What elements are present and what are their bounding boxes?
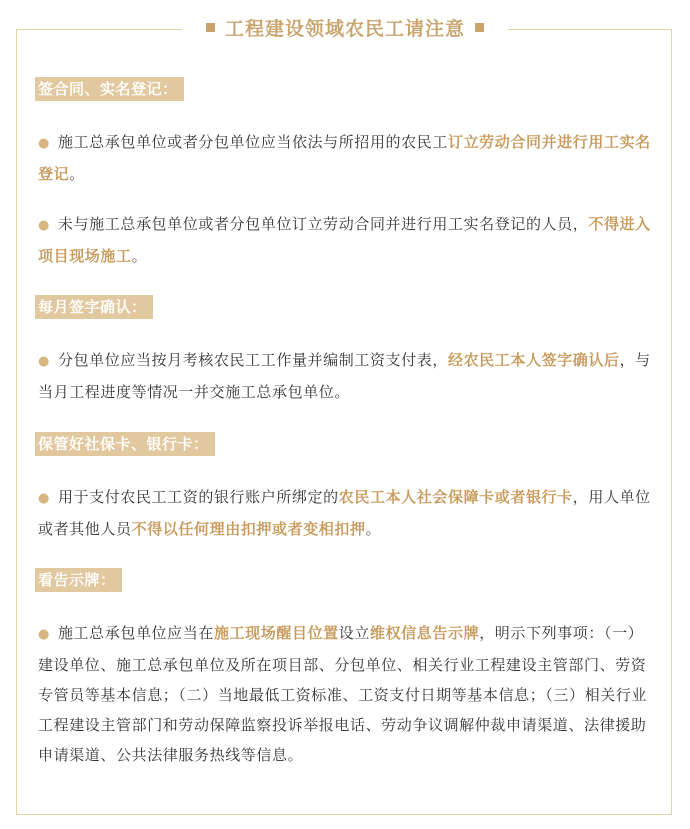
para-text: 。 xyxy=(69,165,85,183)
section-tag-noticeboard: 看告示牌： xyxy=(35,568,122,592)
highlight-text: 订立劳动合同并进行用工实名登记 xyxy=(38,133,651,183)
title-text: 工程建设领域农民工请注意 xyxy=(224,18,465,40)
para-text: 分包单位应当按月考核农民工工作量并编制工资支付表， xyxy=(57,351,448,369)
paragraph xyxy=(38,618,654,770)
highlight-text: 不得进入项目现场施工 xyxy=(38,215,651,265)
para-text: 设立 xyxy=(338,624,370,642)
paragraph xyxy=(38,127,654,189)
bullet-icon: ● xyxy=(38,627,50,642)
para-text: 施工总承包单位应当在 xyxy=(57,624,214,642)
highlight-text: 维权信息告示牌 xyxy=(369,624,480,642)
paragraph xyxy=(38,209,654,271)
square-icon xyxy=(206,23,215,32)
page-title xyxy=(182,14,508,44)
para-text: ，用人单位或者其他人员 xyxy=(38,488,651,538)
highlight-text: 农民工本人社会保障卡或者银行卡 xyxy=(338,488,573,506)
para-text: 施工总承包单位或者分包单位应当依法与所招用的农民工 xyxy=(57,133,448,151)
bullet-icon: ● xyxy=(38,491,50,506)
para-text: 未与施工总承包单位或者分包单位订立劳动合同并进行用工实名登记的人员， xyxy=(57,215,589,233)
bullet-icon: ● xyxy=(38,354,50,369)
section-tag-contract: 签合同、实名登记： xyxy=(35,77,184,101)
paragraph xyxy=(38,482,654,544)
section-tag-signature: 每月签字确认： xyxy=(35,295,153,319)
para-text: 用于支付农民工工资的银行账户所绑定的 xyxy=(57,488,339,506)
bullet-icon: ● xyxy=(38,218,50,233)
highlight-text: 不得以任何理由扣押或者变相扣押 xyxy=(131,520,366,538)
highlight-text: 施工现场醒目位置 xyxy=(213,624,339,642)
title-bar xyxy=(0,14,690,44)
square-icon xyxy=(475,23,484,32)
section-tag-cards: 保管好社保卡、银行卡： xyxy=(35,432,215,456)
para-text: ，明示下列事项：（一）建设单位、施工总承包单位及所在项目部、分包单位、相关行业工程建设主管部门、劳资专管员等基本信息；（二）当地最低工资标准、工资支付日期等基本信息；（三）相关行业工程建设主管部门和劳动保障监察投诉举报电话、劳动争议调解仲裁申请渠道、法律援助申请渠道、公共法律服务热线等信息。 xyxy=(38,624,648,764)
para-text: 。 xyxy=(131,247,148,265)
para-text: ，与当月工程进度等情况一并交施工总承包单位。 xyxy=(38,351,651,401)
paragraph xyxy=(38,345,654,407)
para-text: 。 xyxy=(365,520,382,538)
highlight-text: 经农民工本人签字确认后 xyxy=(447,351,620,369)
bullet-icon: ● xyxy=(38,136,50,151)
